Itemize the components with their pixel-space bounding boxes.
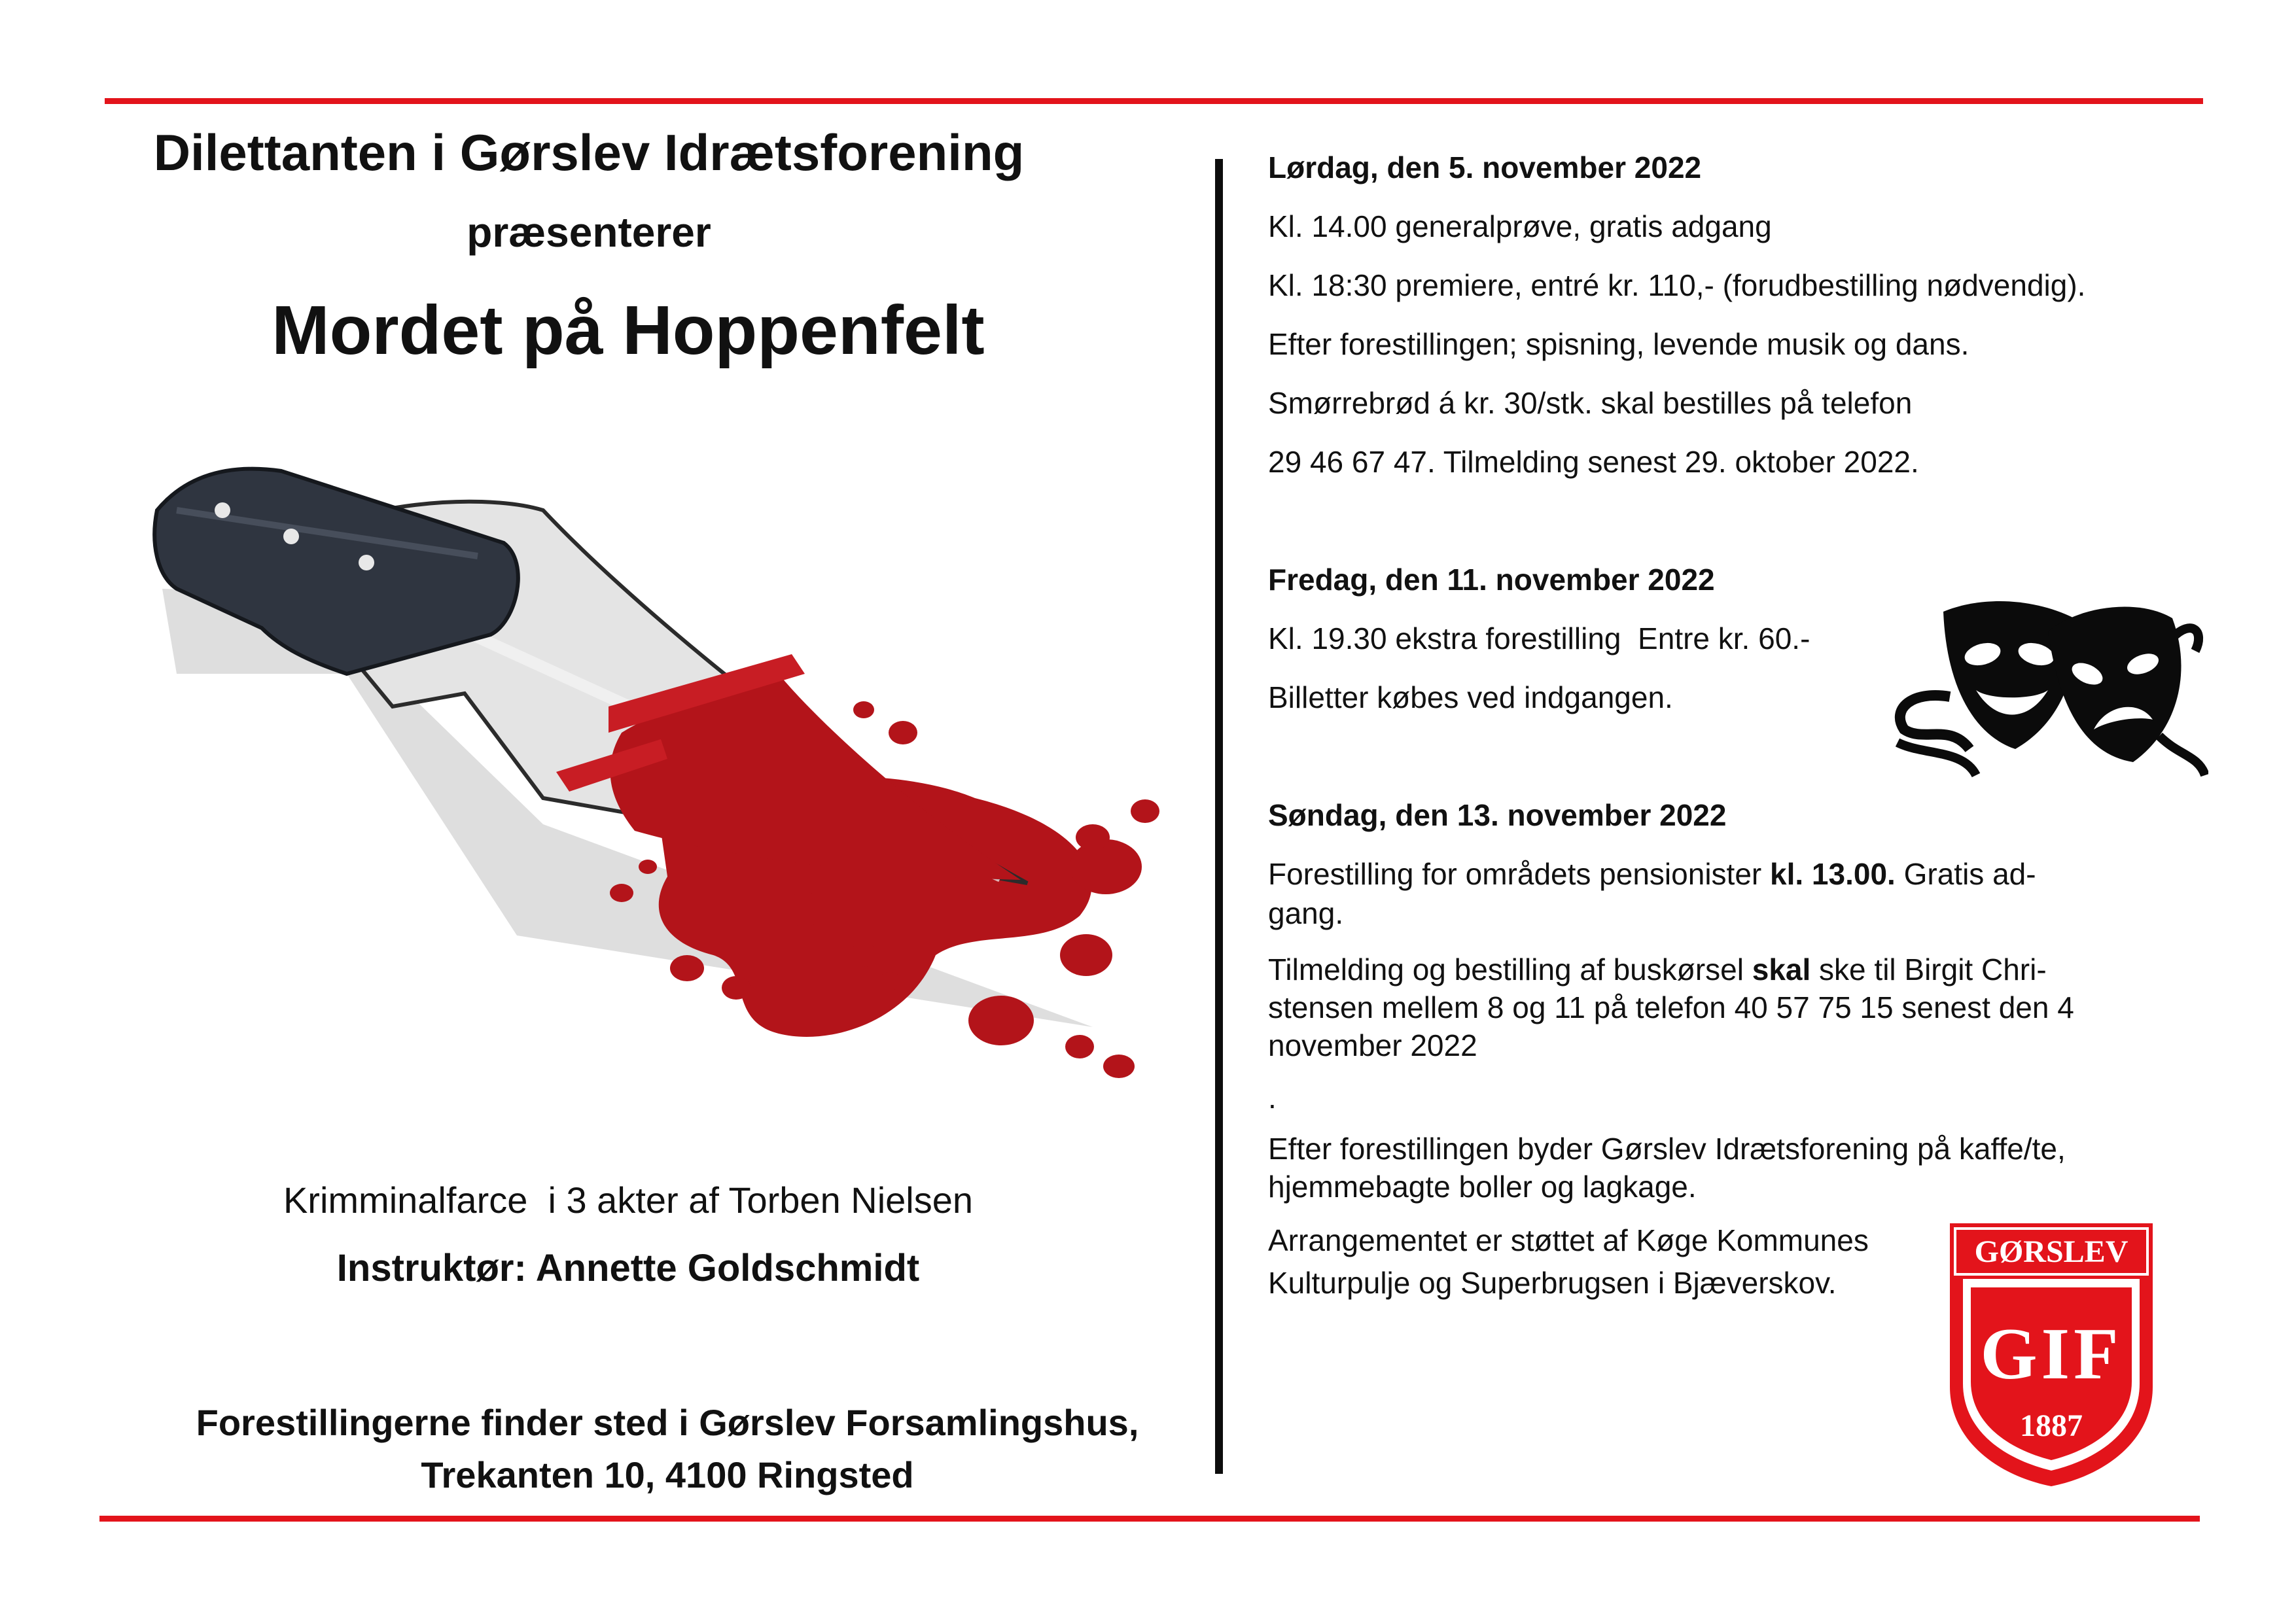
venue-line-2: Trekanten 10, 4100 Ringsted: [421, 1454, 914, 1495]
sunday-p2-skal: skal: [1752, 952, 1811, 986]
sunday-paragraph-1: [1268, 856, 2036, 893]
saturday-line-4: Smørrebrød á kr. 30/stk. skal bestilles på telefon: [1268, 386, 1913, 420]
knife-illustration: [150, 458, 1165, 1099]
sunday-dot: .: [1268, 1081, 1277, 1115]
logo-top-text: GØRSLEV: [1974, 1234, 2128, 1269]
sunday-p1-text: Forestilling for områdets pensionister: [1268, 857, 1770, 891]
sunday-paragraph-1-cont: gang.: [1268, 896, 1344, 930]
comedy-mask: [1898, 601, 2075, 775]
sunday-p1-time: kl. 13.00.: [1770, 857, 1896, 891]
friday-heading: Fredag, den 11. november 2022: [1268, 563, 1715, 597]
venue-line-1: Forestillingerne finder sted i Gørslev Forsamlingshus,: [196, 1402, 1139, 1443]
play-subtitle: Krimminalfarce i 3 akter af Torben Nielsen: [283, 1179, 974, 1221]
presents-text: præsenterer: [467, 209, 711, 256]
sunday-paragraph-2-line-2: stensen mellem 8 og 11 på telefon 40 57 75 15 senest den 4: [1268, 990, 2074, 1024]
sunday-paragraph-3-line-2: hjemmebagte boller og lagkage.: [1268, 1170, 1697, 1204]
sunday-p2-rest: ske til Birgit Chri-: [1810, 952, 2047, 986]
saturday-line-5: 29 46 67 47. Tilmelding senest 29. oktober 2022.: [1268, 445, 1919, 479]
sunday-paragraph-3-line-1: Efter forestillingen byder Gørslev Idrætsforening på kaffe/te,: [1268, 1132, 2066, 1166]
play-title: Mordet på Hoppenfelt: [272, 292, 985, 369]
sunday-paragraph-2: [1268, 951, 2047, 988]
friday-line-2: Billetter købes ved indgangen.: [1268, 680, 1673, 714]
theater-masks-icon: [1884, 592, 2208, 788]
organizer-heading: Dilettanten i Gørslev Idrætsforening: [153, 124, 1025, 181]
saturday-heading: Lørdag, den 5. november 2022: [1268, 150, 1702, 184]
sunday-p2-text: Tilmelding og bestilling af buskørsel: [1268, 952, 1752, 986]
sponsor-line-1: Arrangementet er støttet af Køge Kommunes: [1268, 1223, 1869, 1257]
top-red-rule: [105, 98, 2203, 104]
sunday-p1-free: Gratis ad-: [1895, 857, 2036, 891]
sunday-heading: Søndag, den 13. november 2022: [1268, 798, 1727, 832]
saturday-line-1: Kl. 14.00 generalprøve, gratis adgang: [1268, 209, 1772, 243]
club-shield-logo: [1943, 1217, 2159, 1488]
tragedy-mask: [2048, 607, 2205, 775]
logo-letters: GIF: [1980, 1314, 2123, 1395]
director-line: Instruktør: Annette Goldschmidt: [336, 1247, 920, 1289]
logo-year: 1887: [2020, 1408, 2083, 1443]
sunday-paragraph-2-line-3: november 2022: [1268, 1028, 1477, 1062]
saturday-line-3: Efter forestillingen; spisning, levende musik og dans.: [1268, 327, 1969, 361]
friday-line-1: Kl. 19.30 ekstra forestilling Entre kr. 60.-: [1268, 621, 1810, 655]
vertical-divider: [1215, 159, 1223, 1474]
saturday-line-2: Kl. 18:30 premiere, entré kr. 110,- (forudbestilling nødvendig).: [1268, 268, 2086, 302]
bottom-red-rule: [99, 1516, 2200, 1522]
sponsor-line-2: Kulturpulje og Superbrugsen i Bjæverskov.: [1268, 1266, 1837, 1300]
